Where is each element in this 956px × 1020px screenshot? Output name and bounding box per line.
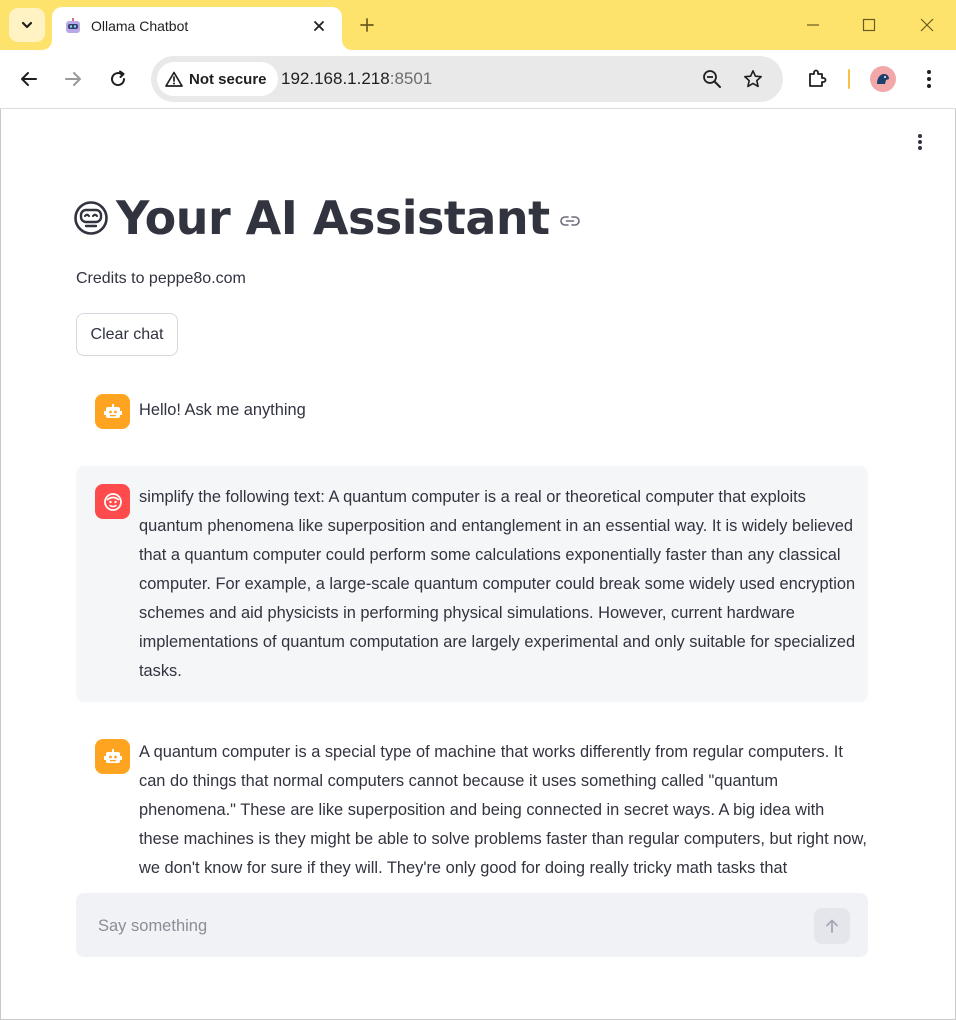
maximize-icon [862,18,876,32]
profile-picture-icon [874,70,892,88]
security-label: Not secure [189,70,267,88]
back-button[interactable] [12,62,46,96]
url-host: 192.168.1.218 [281,69,390,88]
url-text[interactable] [281,69,432,89]
browser-tab-strip [0,0,956,50]
bookmark-button[interactable] [738,64,768,94]
zoom-button[interactable] [697,64,727,94]
reload-icon [109,70,127,88]
chat-message-assistant [76,380,868,442]
send-button[interactable] [814,908,850,944]
close-icon [313,20,325,32]
app-menu-button[interactable] [908,130,932,154]
zoom-out-icon [702,69,722,89]
plus-icon [359,17,375,33]
close-icon [920,18,934,32]
close-window-button[interactable] [904,8,950,42]
browser-tab-active[interactable] [52,7,342,50]
tab-title: Ollama Chatbot [91,18,189,34]
chat-message-user [76,466,868,702]
url-port: :8501 [389,69,433,88]
clear-chat-button[interactable]: Clear chat [76,313,178,356]
page-title: Your AI Assistant [116,191,550,245]
new-tab-button[interactable] [352,10,382,40]
star-icon [743,69,763,89]
assistant-avatar [95,739,130,774]
arrow-up-icon [824,918,840,934]
minimize-icon [806,18,820,32]
message-text: simplify the following text: A quantum computer is a real or theoretical computer that exploits quantum phenomena like superposition and entanglement in an essential way. It is widely believed that a quantum computer could perform some calculations exponentially faster than any classical computer. For example, a large-scale quantum computer could break some widely used encryption schemes and aid physicists in performing physical simulations. However, current hardware implementations of quantum computation are largely experimental and only suitable for specialized tasks. [139,488,856,680]
chat-input[interactable] [96,907,800,945]
message-text: Hello! Ask me anything [139,401,306,419]
maximize-button[interactable] [846,8,892,42]
arrow-left-icon [20,70,38,88]
reload-button[interactable] [101,62,135,96]
minimize-button[interactable] [790,8,836,42]
chat-scroll-area [76,730,868,877]
arrow-right-icon [64,70,82,88]
browser-menu-button[interactable] [912,62,946,96]
forward-button[interactable] [56,62,90,96]
address-bar[interactable] [151,56,783,102]
chat-input-container [76,893,868,957]
robot-favicon-icon [64,17,82,35]
toolbar-separator [848,69,850,89]
robot-icon [103,747,123,767]
robot-icon [103,402,123,422]
user-avatar [95,484,130,519]
puzzle-icon [806,68,828,90]
credits-text: Credits to peppe8o.com [76,270,246,287]
link-icon[interactable] [560,215,580,227]
profile-avatar[interactable] [870,66,896,92]
extensions-button[interactable] [800,62,834,96]
page-title-row [74,188,580,248]
tab-close-button[interactable] [306,13,332,39]
tab-search-button[interactable] [9,8,45,42]
smiley-face-icon [103,492,123,512]
robot-face-icon [74,201,108,235]
chevron-down-icon [20,18,34,32]
more-vertical-icon [917,133,923,151]
site-security-chip[interactable] [157,62,278,96]
more-vertical-icon [926,69,932,89]
warning-icon [165,71,183,87]
message-text: A quantum computer is a special type of machine that works differently from regular computers. It can do things that normal computers cannot because it uses something called "quantum phenomena." These are like superposition and being connected in secret ways. A big idea with these machines is they might be able to solve problems faster than regular computers, but right now, we don't know for sure if they will. They're only good for doing really tricky math tasks that [139,743,867,877]
assistant-avatar [95,394,130,429]
chat-message-assistant [76,730,868,877]
browser-toolbar [0,50,956,109]
